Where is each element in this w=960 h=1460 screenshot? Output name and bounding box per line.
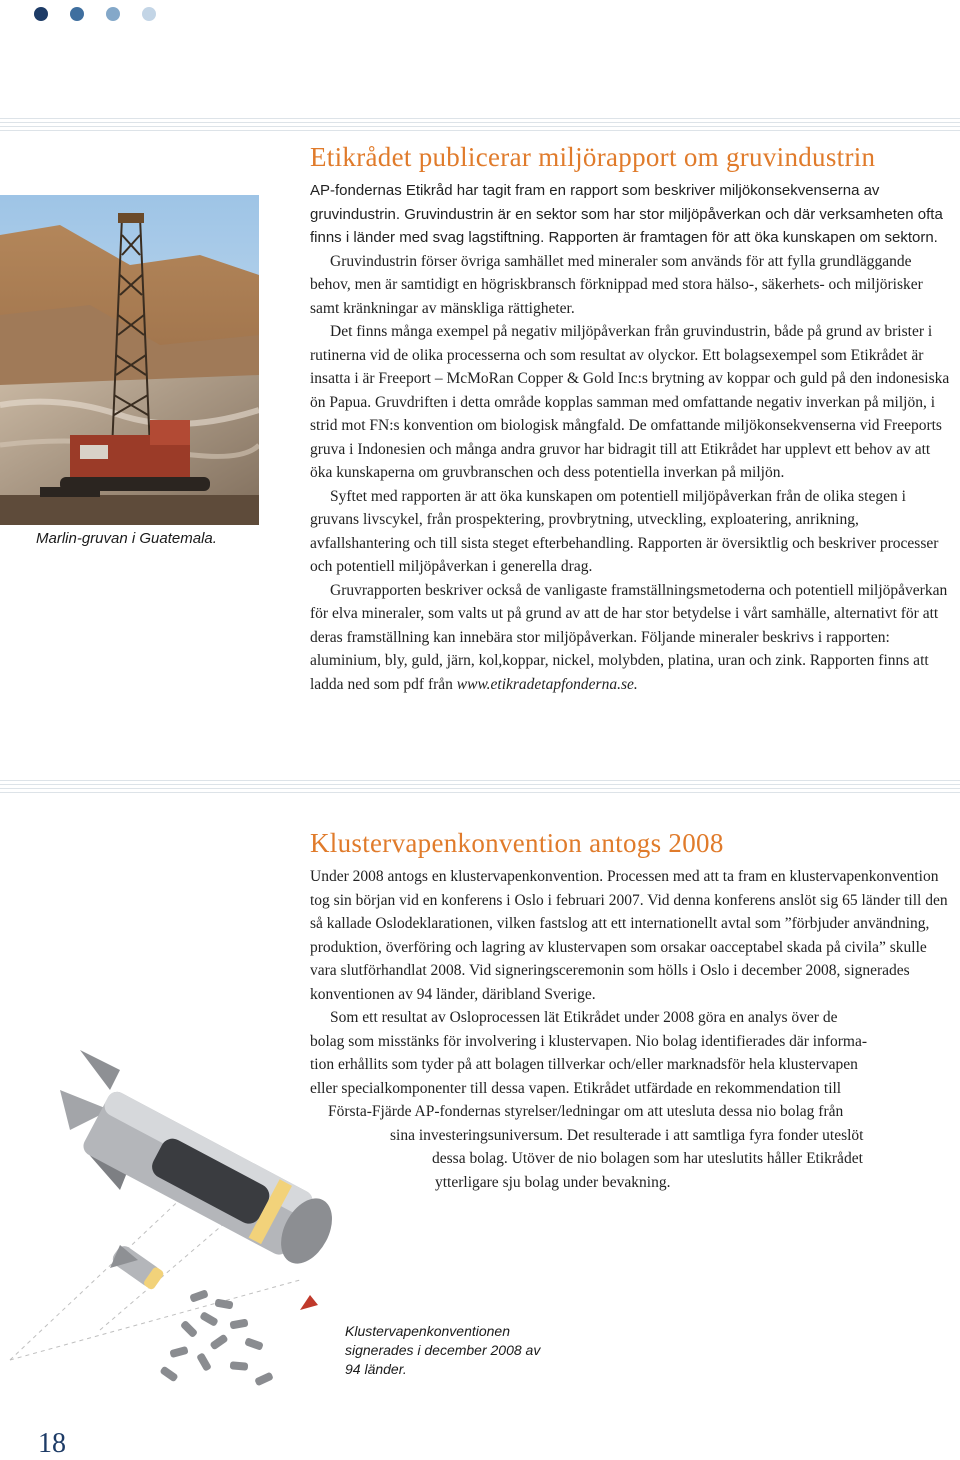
wrapped-line: ytterligare sju bolag under bevakning. — [435, 1173, 671, 1191]
dot-4 — [142, 7, 156, 21]
illustration-caption: Klustervapenkonventionen signerades i december 2008 av 94 länder. — [345, 1323, 541, 1377]
mine-drill-rig-image — [0, 195, 259, 525]
article-paragraph: Syftet med rapporten är att öka kunskapen om potentiell miljöpåverkan från de olika stegen i gruvans livscykel, från prospektering, provbrytning, utveckling, exploatering, anrikning, avfallshantering och till sista steget efterbehandling. Rapporten är översiktlig och beskriver processer och potentiell miljöpåverkan i generella drag. — [310, 487, 939, 575]
wrapped-line: tion erhållits som tyder på att bolagen tillverkar och/eller marknadsför hela klustervapen — [310, 1056, 858, 1073]
article-paragraph-wrapped — [310, 1006, 950, 1194]
cluster-bomb-illustration — [0, 1030, 340, 1390]
article-cluster-munitions — [310, 827, 950, 1194]
stripe-band-middle — [0, 780, 960, 794]
wrapped-line: eller specialkomponenter till dessa vapen. Etikrådet utfärdade en rekommendation till — [310, 1079, 842, 1097]
cluster-bomb-icon — [0, 1030, 340, 1390]
section-dots — [34, 7, 156, 21]
photo-caption: Marlin-gruvan i Guatemala. — [36, 530, 217, 547]
wrapped-line: bolag som misstänks för involvering i klustervapen. Nio bolag identifierades där informa- — [310, 1032, 868, 1050]
dot-1 — [34, 7, 48, 21]
article-paragraph — [310, 579, 950, 697]
wrapped-line: Första-Fjärde AP-fondernas styrelser/ledningar om att utesluta dessa nio bolag från — [328, 1103, 844, 1120]
article-paragraph: Det finns många exempel på negativ miljöpåverkan från gruvindustrin, både på grund av brister i rutinerna vid de olika processerna och som resultat av olyckor. Ett bolagsexempel som Etikrådet är insatta i är Freeport – McMoRan Copper & Gold Inc:s brytning av koppar och guld på den indonesiska ön Papua. Gruvdriften i detta område kopplas samman med omfattande negativ inverkan på miljön, i strid mot FN:s konvention om biologisk mångfald. De omfattande miljökonsekvenserna vid Freeports gruva i Indonesien och många andra gruvor har bidragit till att Etikrådet har upplevt ett behov av att öka kunskaperna om gruvbranschen och dess potentiella inverkan på miljön. — [310, 323, 950, 481]
mine-photo — [0, 195, 259, 525]
wrapped-line: Som ett resultat av Osloprocessen lät Etikrådet under 2008 göra en analys över de — [330, 1009, 838, 1026]
article-heading: Etikrådet publicerar miljörapport om gruvindustrin — [310, 142, 876, 172]
article-paragraph: Under 2008 antogs en klustervapenkonvention. Processen med att ta fram en klustervapenkonvention tog sin början vid en konferens i Oslo i februari 2007. Vid denna konferens anslöt sig 65 länder till den så kallade Oslodeklarationen, vilken fastslog att ett internationellt avtal som ”förbjuder användning, produktion, överföring och lagring av klustervapen som orsakar oacceptabel skada på civila” skulle vara slutförhandlat 2008. Vid signeringsceremonin som hölls i Oslo i december 2008, signerades konventionen av 94 länder, däribland Sverige. — [310, 868, 948, 1003]
wrapped-line: sina investeringsuniversum. Det resulterade i att samtliga fyra fonder uteslöt — [390, 1126, 864, 1144]
dot-3 — [106, 7, 120, 21]
article-intro: AP-fondernas Etikråd har tagit fram en rapport som beskriver miljökonsekvenserna av gruvindustrin. Gruvindustrin är en sektor som har stor miljöpåverkan och där verksamheten ofta finns i länder med svag lagstiftning. Rapporten är framtagen för att öka kunskapen om sektorn. — [310, 182, 943, 246]
stripe-band-top — [0, 118, 960, 132]
article-mining-report — [310, 141, 950, 696]
wrapped-line: dessa bolag. Utöver de nio bolagen som har uteslutits håller Etikrådet — [432, 1150, 863, 1167]
page-number: 18 — [38, 1428, 66, 1459]
article-heading: Klustervapenkonvention antogs 2008 — [310, 828, 724, 858]
article-paragraph-text: Gruvrapporten beskriver också de vanligaste framställningsmetoderna och potentiell miljöpåverkan för elva mineraler, som valts ut på grund av att de har stor betydelse i vårt samhälle, alternativt för att deras framställning kan innebära stor miljöpåverkan. Följande mineraler beskrivs i rapporten: aluminium, bly, guld, järn, kol,koppar, nickel, molybden, platina, uran och zink. Rapporten finns att ladda ned som pdf från — [310, 581, 948, 693]
dot-2 — [70, 7, 84, 21]
article-paragraph: Gruvindustrin förser övriga samhället med mineraler som används för att fylla grundläggande behov, men är samtidigt en högriskbransch förknippad med stora hälso-, säkerhets- och miljörisker samt kränkningar av mänskliga rättigheter. — [310, 252, 923, 317]
report-link[interactable]: www.etikradetapfonderna.se. — [456, 675, 638, 693]
